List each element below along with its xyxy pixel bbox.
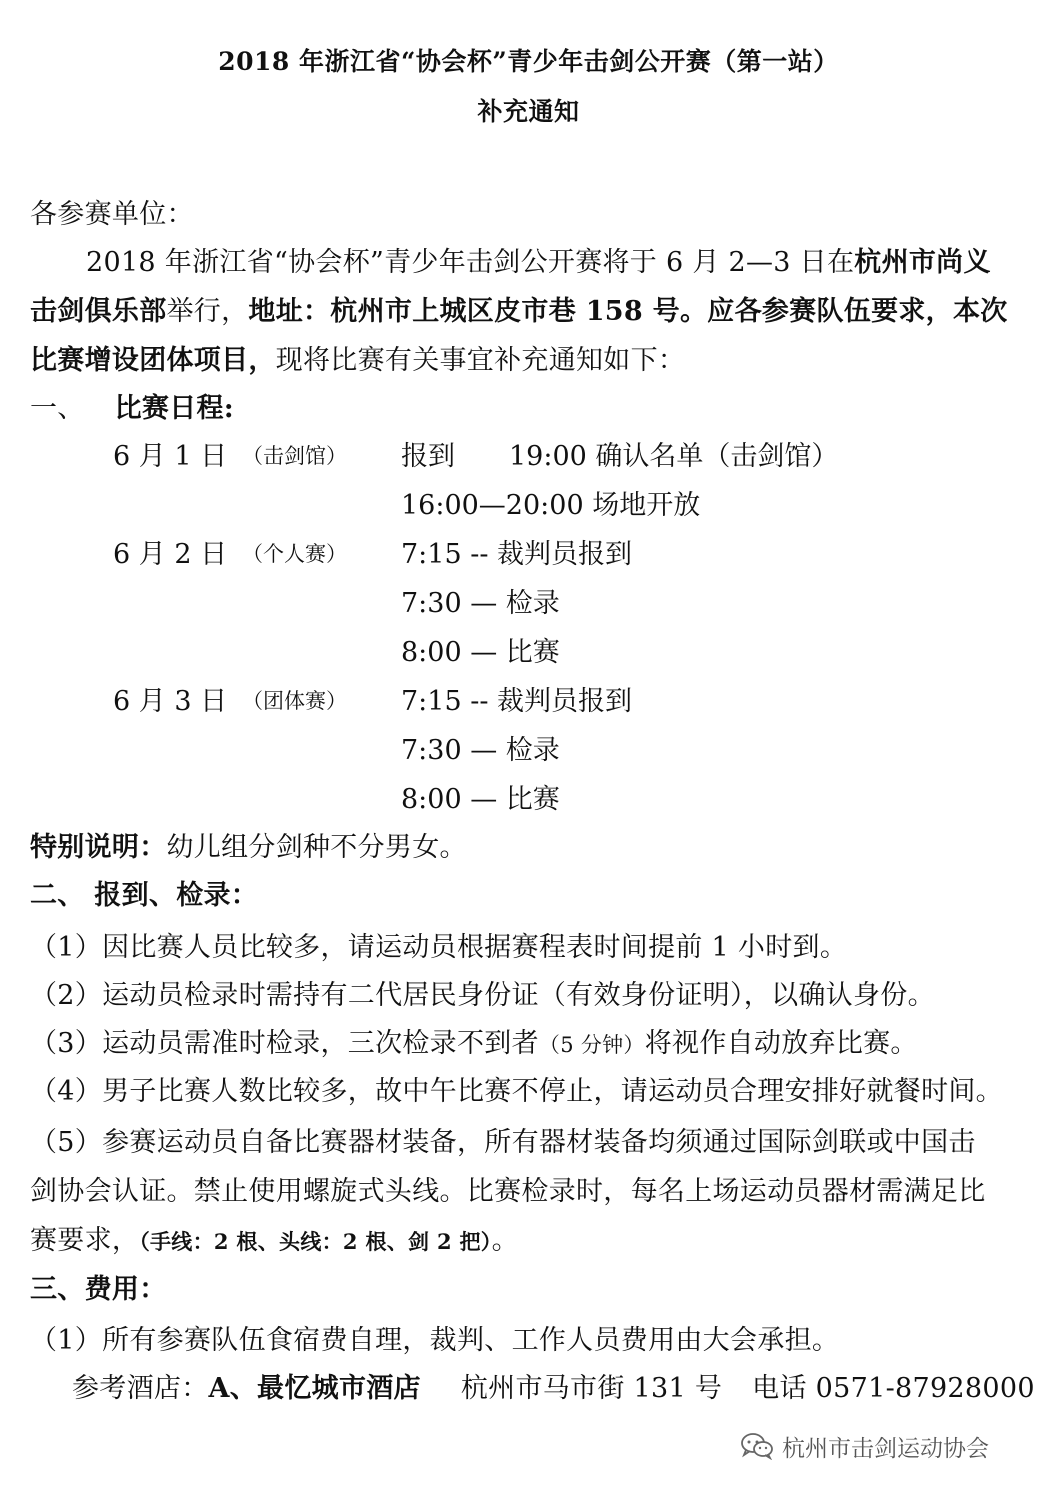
hotel-address: 杭州市马市街 131 号 [460, 1373, 723, 1404]
checkin-item-1: （1）因比赛人员比较多，请运动员根据赛程表时间提前 1 小时到。 [30, 932, 848, 963]
salutation: 各参赛单位： [30, 199, 194, 230]
document-title: 2018 年浙江省“协会杯”青少年击剑公开赛（第一站） [218, 47, 839, 76]
schedule-item: 7:15 -- 裁判员报到 [401, 686, 633, 717]
intro-address: 地址：杭州市上城区皮市巷 158 号。应各参赛队伍要求，本次 [248, 296, 1008, 327]
schedule-item: 7:30 — 检录 [401, 735, 560, 766]
schedule-item: 8:00 — 比赛 [401, 637, 560, 668]
schedule-date: 6 月 2 日 [113, 539, 228, 570]
hotel-phone: 电话 0571-87928000 [752, 1373, 1035, 1404]
special-note-text: 幼儿组分剑种不分男女。 [166, 832, 467, 863]
document-subtitle: 补充通知 [477, 97, 580, 126]
section-1-number: 一、 [30, 393, 85, 424]
schedule-note: （团体赛） [242, 689, 347, 713]
reference-hotel [72, 1366, 1057, 1405]
intro-text: 举行， [166, 296, 249, 327]
checkin-text: 赛要求， [30, 1225, 140, 1256]
schedule-date: 6 月 3 日 [113, 686, 228, 717]
schedule-note: （个人赛） [242, 542, 347, 566]
checkin-text: （3）运动员需准时检录，三次检录不到者 [30, 1028, 539, 1059]
account-watermark [740, 1428, 989, 1464]
fees-item-1: （1）所有参赛队伍食宿费自理，裁判、工作人员费用由大会承担。 [30, 1325, 840, 1356]
intro-text: 2018 年浙江省“协会杯”青少年击剑公开赛将于 6 月 2—3 日在 [86, 247, 855, 278]
section-1-title: 比赛日程: [114, 393, 235, 424]
checkin-item-5-line-3 [30, 1218, 1030, 1257]
checkin-text: 。 [491, 1225, 519, 1256]
intro-line-2 [30, 289, 1030, 328]
checkin-item-2: （2）运动员检录时需持有二代居民身份证（有效身份证明），以确认身份。 [30, 980, 935, 1011]
checkin-item-3 [30, 1021, 1030, 1060]
section-3-heading: 三、费用： [30, 1274, 167, 1305]
section-2-heading: 二、 报到、检录： [30, 880, 259, 911]
intro-venue-cont: 击剑俱乐部 [30, 296, 167, 327]
checkin-time-note: （5 分钟） [538, 1033, 645, 1057]
hotel-name: A、最忆城市酒店 [208, 1373, 421, 1404]
equipment-requirements: （手线：2 根、头线：2 根、剑 2 把） [139, 1229, 492, 1254]
wechat-icon [740, 1432, 774, 1460]
schedule-item: 7:15 -- 裁判员报到 [401, 539, 633, 570]
intro-team-event: 比赛增设团体项目， [30, 345, 276, 376]
checkin-item-5-line-2: 剑协会认证。禁止使用螺旋式头线。比赛检录时，每名上场运动员器材需满足比 [30, 1176, 986, 1207]
schedule-item: 7:30 — 检录 [401, 588, 560, 619]
checkin-item-5-line-1: （5）参赛运动员自备比赛器材装备，所有器材装备均须通过国际剑联或中国击 [30, 1127, 976, 1158]
schedule-item: 8:00 — 比赛 [401, 784, 560, 815]
schedule-item: 报到 19:00 确认名单（击剑馆） [401, 441, 839, 472]
schedule-item: 16:00—20:00 场地开放 [401, 490, 701, 521]
hotel-label: 参考酒店： [72, 1373, 209, 1404]
checkin-text: 将视作自动放弃比赛。 [644, 1028, 918, 1059]
schedule-note: （击剑馆） [242, 444, 347, 468]
intro-line-1 [86, 240, 1057, 279]
section-1-heading [30, 386, 1030, 425]
special-note-label: 特别说明： [30, 832, 167, 863]
watermark-text: 杭州市击剑运动协会 [782, 1435, 989, 1462]
intro-line-3 [30, 338, 1030, 377]
intro-venue: 杭州市尚义 [854, 247, 991, 278]
schedule-date: 6 月 1 日 [113, 441, 228, 472]
checkin-item-4: （4）男子比赛人数比较多，故中午比赛不停止，请运动员合理安排好就餐时间。 [30, 1076, 1003, 1107]
special-note [30, 825, 1030, 864]
intro-text: 现将比赛有关事宜补充通知如下： [275, 345, 686, 376]
